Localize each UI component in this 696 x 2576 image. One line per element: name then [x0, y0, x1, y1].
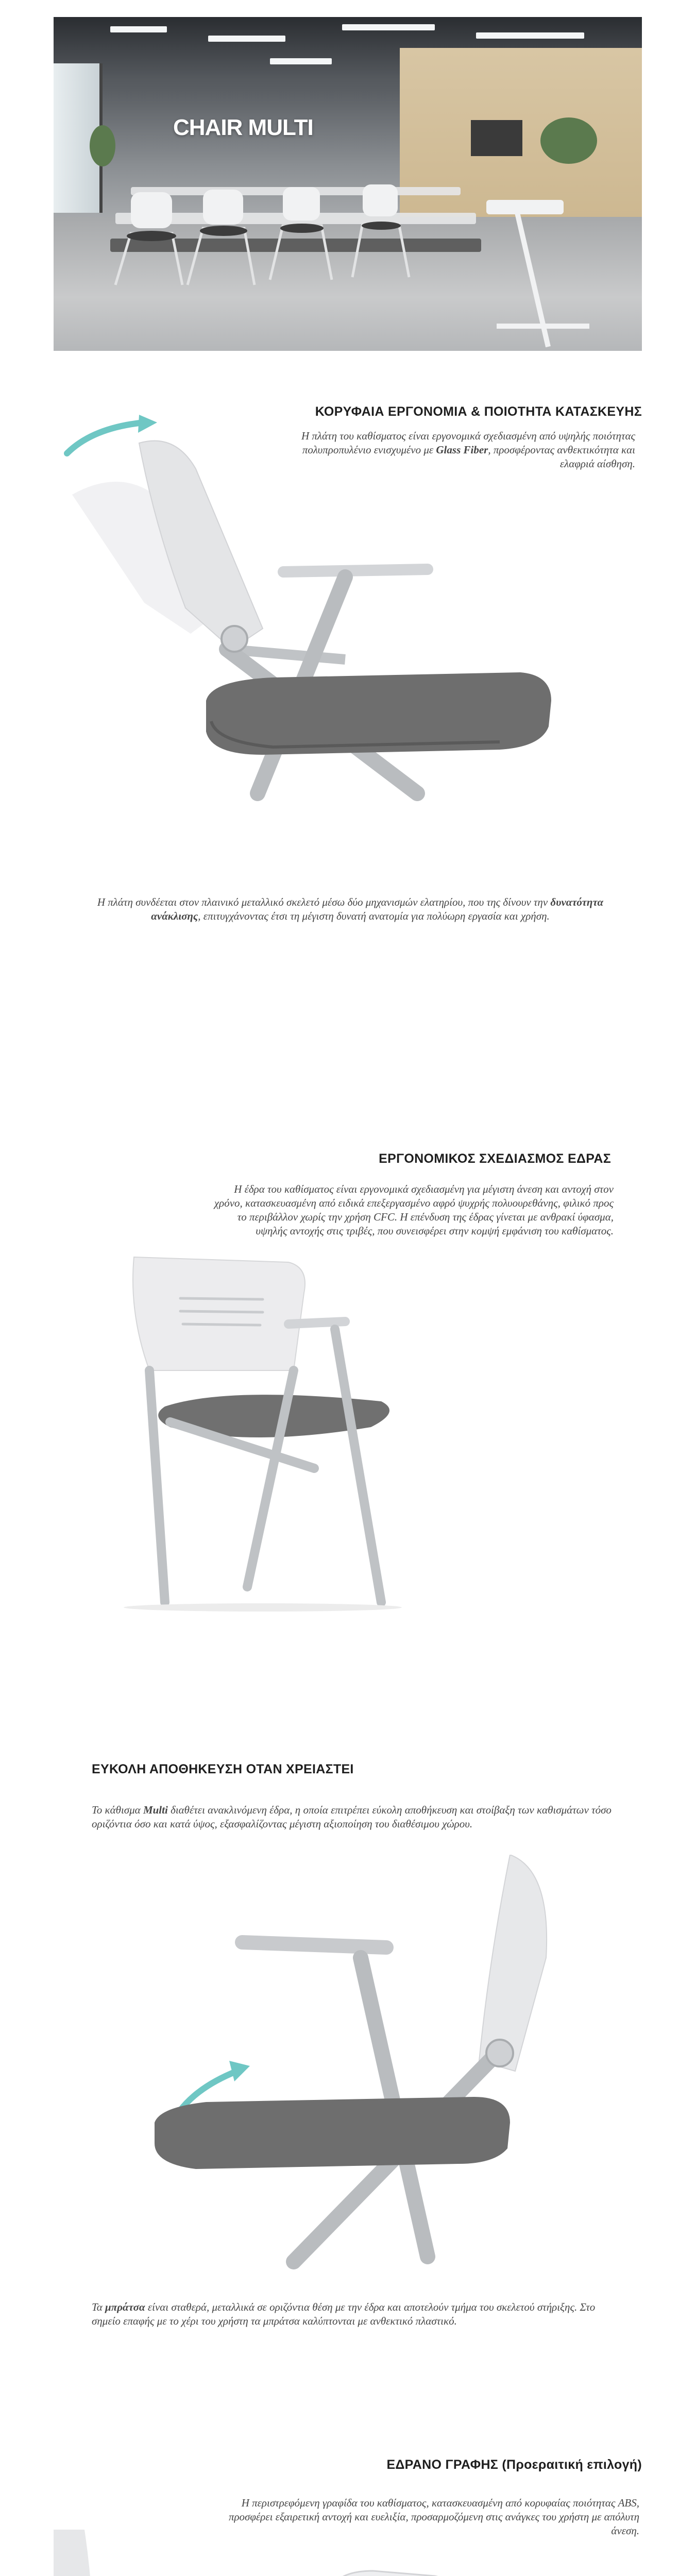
text-run-bold: Multi: [143, 1804, 168, 1816]
hero-title: CHAIR MULTI: [173, 115, 313, 140]
folding-seat-illustration: [139, 1855, 562, 2272]
text-run: , προσφέροντας ανθεκτικότητα και ελαφριά αίσθηση.: [488, 444, 635, 470]
text-run: Τα: [92, 2301, 106, 2313]
arrow-head-icon: [229, 2061, 250, 2081]
hero-image: [54, 17, 642, 351]
writing-tablet-illustration: [54, 2530, 517, 2576]
section-title-seat-design: ΕΡΓΟΝΟΜΙΚΟΣ ΣΧΕΔΙΑΣΜΟΣ ΕΔΡΑΣ: [379, 1151, 611, 1166]
section-4-paragraph: Η περιστρεφόμενη γραφίδα του καθίσματος, κατασκευασμένη από κορυφαίας ποιότητας ABS, προσφέρει εξαιρετική αντοχή και ευελιξία, προσαρμοζόμενη στις ανάγκες του χρήστη με απόλυτη άνεση.: [228, 2497, 639, 2537]
section-3-paragraph-1: [92, 1803, 617, 1831]
text-run-bold: μπράτσα: [105, 2301, 145, 2313]
chair-front-illustration: [93, 1252, 422, 1613]
recline-arrow-icon: [67, 422, 144, 453]
text-run: διαθέτει ανακλινόμενη έδρα, η οποία επιτρέπει εύκολη αποθήκευση και στοίβαξη των καθισμάτων τόσο οριζόντια όσο και κατά ύψος, εξασφαλίζοντας μέγιστη αξιοποίηση του διαθέσιμου χώρου.: [92, 1804, 612, 1830]
text-run-bold: Glass Fiber: [436, 444, 488, 456]
text-run: είναι σταθερά, μεταλλικά σε οριζόντια θέση με την έδρα και αποτελούν τμήμα του σκελετού στήριξης. Στο σημείο επαφής με το χέρι του χρήστη τα μπράτσα καλύπτονται με ανθεκτικό πλαστικό.: [92, 2301, 596, 2327]
reclining-backrest-illustration: [57, 412, 577, 809]
text-run: Η πλάτη συνδέεται στον πλαινικό μεταλλικό σκελετό μέσω δύο μηχανισμών ελατηρίου, που της δίνουν την: [97, 896, 551, 908]
section-3-paragraph-2: [92, 2300, 607, 2328]
section-2-paragraph: Η έδρα του καθίσματος είναι εργονομικά σχεδιασμένη για μέγιστη άνεση και αντοχή στον χρόνο, κατασκευασμένη από ειδικά επεξεργασμένο αφρό ψυχρής πολυουρεθάνης, φιλικό προς το περιβάλλον χωρίς την χρήση CFC. Η επένδυση της έδρας γίνεται με ανθρακί ύφασμα, υψηλής αντοχής στις τριβές, που συνεισφέρει στην κομψή εμφάνιση του καθίσματος.: [214, 1183, 614, 1237]
section-title-writing-tablet: ΕΔΡΑΝΟ ΓΡΑΦΗΣ (Προεραιτική επιλογή): [386, 2458, 642, 2472]
text-run-bold: δυνατότητα ανάκλισης: [151, 896, 604, 922]
section-title-storage: ΕΥΚΟΛΗ ΑΠΟΘΗΚΕΥΣΗ ΟΤΑΝ ΧΡΕΙΑΣΤΕΙ: [92, 1762, 354, 1776]
text-run: Το κάθισμα: [92, 1804, 143, 1816]
text-run: Η πλάτη του καθίσματος είναι εργονομικά σχεδιασμένη από υψηλής ποιότητας πολυπροπυλένιο ενισχυμένο με: [301, 430, 635, 456]
text-run: , επιτυγχάνοντας έτσι τη μέγιστη δυνατή ανατομία για πολύωρη εργασία και χρήση.: [198, 910, 550, 922]
section-title-ergonomics: ΚΟΡΥΦΑΙΑ ΕΡΓΟΝΟΜΙΑ & ΠΟΙΟΤΗΤΑ ΚΑΤΑΣΚΕΥΗΣ: [315, 404, 642, 419]
hero-chairs-illustration: [54, 17, 642, 351]
section-1-paragraph-2: [85, 895, 616, 923]
arrow-head-icon: [138, 415, 157, 433]
